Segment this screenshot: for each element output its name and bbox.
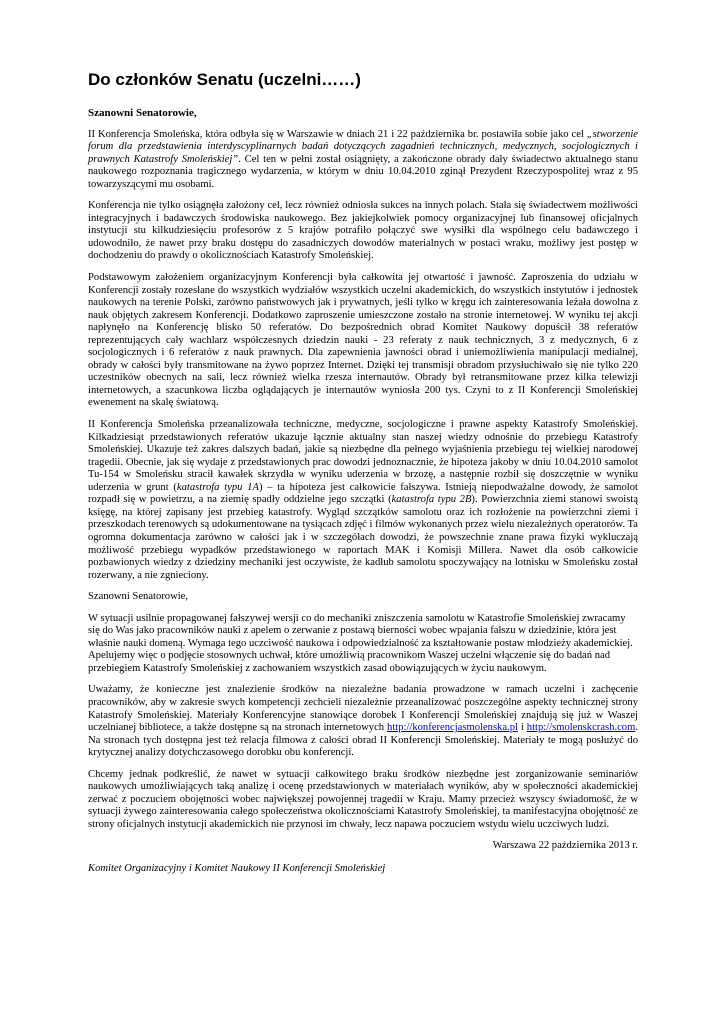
paragraph-1-text-b: . Cel ten w pełni został osiągnięty, a zakończone obrady dały świadectwo aktualnego stanu naukowego rozpoznania tragicznego wydarzenia, w którym w dniu 10.04.2010 zginął Prezydent Rzeczypospolitej wraz z 95 towarzyszącymi mu osobami.: [88, 153, 638, 190]
paragraph-6-text-a: Uważamy, że konieczne jest znalezienie środków na niezależne badania prowadzone w ramach uczelni i zachęcenie pracowników, aby w zakresie swych kompetencji zechcieli niezależnie przeanalizować poszczególne aspekty technicznej strony Katastrofy Smoleńskiej. Materiały Konferencyjne stanowiące dorobek I Konferencji Smoleńskiej znajdują się już w Waszej uczelnianej bibliotece, a także dostępne są na stronach internetowych: [88, 684, 638, 734]
paragraph-6: [88, 684, 638, 759]
signature-footer: Komitet Organizacyjny i Komitet Naukowy II Konferencji Smoleńskiej: [88, 862, 386, 874]
paragraph-4: [88, 419, 638, 582]
document-page: [88, 70, 638, 876]
paragraph-6-text-mid: i: [517, 722, 527, 734]
paragraph-4-emphasis-2: katastrofa typu 2B: [391, 494, 472, 506]
salutation: Szanowni Senatorowie,: [88, 107, 197, 119]
paragraph-4-text-a: II Konferencja Smoleńska przeanalizowała techniczne, medyczne, socjologiczne i prawne aspekty Katastrofy Smoleńskiej. Kilkadziesiąt przedstawionych referatów ukazuje łącznie aktualny stan naszej wiedzy odnośnie do przebiegu Katastrofy Smoleńskiej. Ukazuje też zakres dalszych badań, jakie są niezbędne dla pełnego wyjaśnienia przebiegu tej wielkiej narodowej tragedii. Obecnie, jak się wydaje z przedstawionych prac dowodzi jednoznacznie, że hipoteza jakoby w dniu 10.04.2010 samolot Tu-154 w Smoleńsku stracił kawałek skrzydła w wyniku uderzenia w brzozę, a następnie rozbił się doszczętnie w wyniku uderzenia w grunt (: [88, 419, 638, 493]
paragraph-4-text-b: ) – ta hipoteza jest całkowicie fałszywa. Istnieją niepodważalne dowody, że samolot rozpadł się w powietrzu, a na ziemię spadły oddzielne jego szczątki (: [88, 481, 638, 506]
paragraph-2: Konferencja nie tylko osiągnęła założony cel, lecz również odniosła sukces na innych polach. Stała się świadectwem możliwości integracyjnych i badawczych środowiska naukowego. Bez jakiejkolwiek pomocy organizacyjnej lub finansowej oficjalnych instytucji stu kilkudziesięciu profesorów z 5 krajów potrafiło połączyć swe wysiłki dla wspólnego celu badawczego i udowodniło, że nawet przy braku dostępu do zasadniczych dowodów materialnych w postaci wraku, możliwy jest postęp w dochodzeniu do prawdy o okolicznościach Katastrofy Smoleńskiej.: [88, 200, 638, 262]
salutation-2: Szanowni Senatorowie,: [88, 591, 189, 603]
document-title: Do członków Senatu (uczelni……): [88, 70, 361, 89]
link-konferencjasmolenska[interactable]: http://konferencjasmolenska.pl: [387, 722, 518, 734]
link-smolenskcrash[interactable]: http://smolenskcrash.com: [526, 722, 636, 734]
paragraph-7: Chcemy jednak podkreślić, że nawet w sytuacji całkowitego braku środków niezbędne jest zorganizowanie seminariów naukowych umożliwiających taką analizę i ocenę przedstawionych w materiałach wyników, aby w społeczności akademickiej zerwać z poczuciem obojętności wobec największej powojennej tragedii w Kraju. Mamy przecież wszyscy świadomość, że w sytuacji żywego zainteresowania całego społeczeństwa okolicznościami Katastrofy Smoleńskiej, ta manifestacyjna obojętność ze strony oficjalnych instytucji akademickich nie przynosi im chwały, lecz napawa poczuciem wstydu wielu uczciwych ludzi.: [88, 768, 638, 830]
paragraph-4-emphasis-1: katastrofa typu 1A: [176, 481, 259, 493]
paragraph-1: [88, 129, 638, 192]
paragraph-4-text-c: ). Powierzchnia ziemi stanowi swoistą księgę, na której zapisany jest przebieg katastrofy. Wygląd szczątków samolotu oraz ich rozłożenie na powierzchni ziemi i przeszkodach terenowych są udokumentowane na tysiącach zdjęć i filmów wykonanych przez wielu niezależnych operatorów. Ta ogromna dokumentacja zarówno w całości jak i w szczegółach dowodzi, że powszechnie znane prawa fizyki wykluczają możliwość przebiegu wypadków przedstawionego w raportach MAK i Komisji Millera. Nawet dla osób całkowicie pozbawionych wiedzy z dziedziny mechaniki jest oczywiste, że kadłub samolotu spoczywający na lotnisku w Smoleńsku został rozerwany, a nie zgnieciony.: [88, 494, 638, 581]
paragraph-5: W sytuacji usilnie propagowanej fałszywej wersji co do mechaniki zniszczenia samolotu w Katastrofie Smoleńskiej zwracamy się do Was jako pracowników nauki z apelem o zerwanie z postawą bierności wobec wpajania fałszu w dziedzinie, która jest właśnie nauki domeną. Wymaga tego uczciwość naukowa i odpowiedzialność za kształtowanie postaw młodzieży akademickiej. Apelujemy więc o podjęcie stosownych uchwał, które umożliwią pracownikom Waszej uczelni włączenie się do badań nad przebiegiem Katastrofy Smoleńskiej z zachowaniem wszystkich zasad obowiązujących w życiu naukowym.: [88, 612, 633, 674]
paragraph-1-quote: „stworzenie forum dla przedstawienia interdyscyplinarnych badań dotyczących zagadnień technicznych, medycznych, socjologicznych i prawnych Katastrofy Smoleńskiej”: [88, 128, 638, 165]
paragraph-1-text-a: II Konferencja Smoleńska, która odbyła się w Warszawie w dniach 21 i 22 października br. postawiła sobie jako cel: [88, 128, 587, 140]
paragraph-6-text-b: . Na stronach tych dostępna jest też relacja filmowa z całości obrad II Konferencji Smoleńskiej. Materiały te mogą posłużyć do krytycznej analizy dotychczasowego dorobku obu konferencji.: [88, 722, 638, 759]
paragraph-3: Podstawowym założeniem organizacyjnym Konferencji była całkowita jej otwartość i jawność. Zaproszenia do udziału w Konferencji zostały rozesłane do wszystkich wydziałów wszystkich uczelni akademickich, do wszystkich instytutów i jednostek naukowych na terenie Polski, zarówno państwowych jak i prywatnych, jeśli tylko w kręgu ich zainteresowania leżała dowolna z nauk objętych zakresem Konferencji. Dodatkowo zaproszenie umieszczone zostało na stronie internetowej. W wyniku tej akcji napłynęło na Konferencję blisko 50 referatów. Do bezpośrednich obrad Komitet Naukowy dopuścił 38 referatów reprezentujących cały wachlarz współczesnych dziedzin nauki - 23 referaty z nauk technicznych, 3 z medycznych, 6 z socjologicznych i 6 referatów z nauk prawnych. Dla zapewnienia jawności obrad i uniemożliwienia manipulacji medialnej, obrady w całości były transmitowane na żywo poprzez Internet. Dzięki tej transmisji obradom przysłuchiwało się nie tylko 220 uczestników obecnych na sali, lecz również wielka rzesza internautów. Obrady był retransmitowane przez kilka telewizji internetowych, a szacunkowa liczba oglądających je internautów wyniosła 200 tys. Czyni to z II Konferencji Smoleńskiej ewenement na skalę światową.: [88, 272, 638, 409]
document-date: Warszawa 22 października 2013 r.: [492, 840, 638, 852]
